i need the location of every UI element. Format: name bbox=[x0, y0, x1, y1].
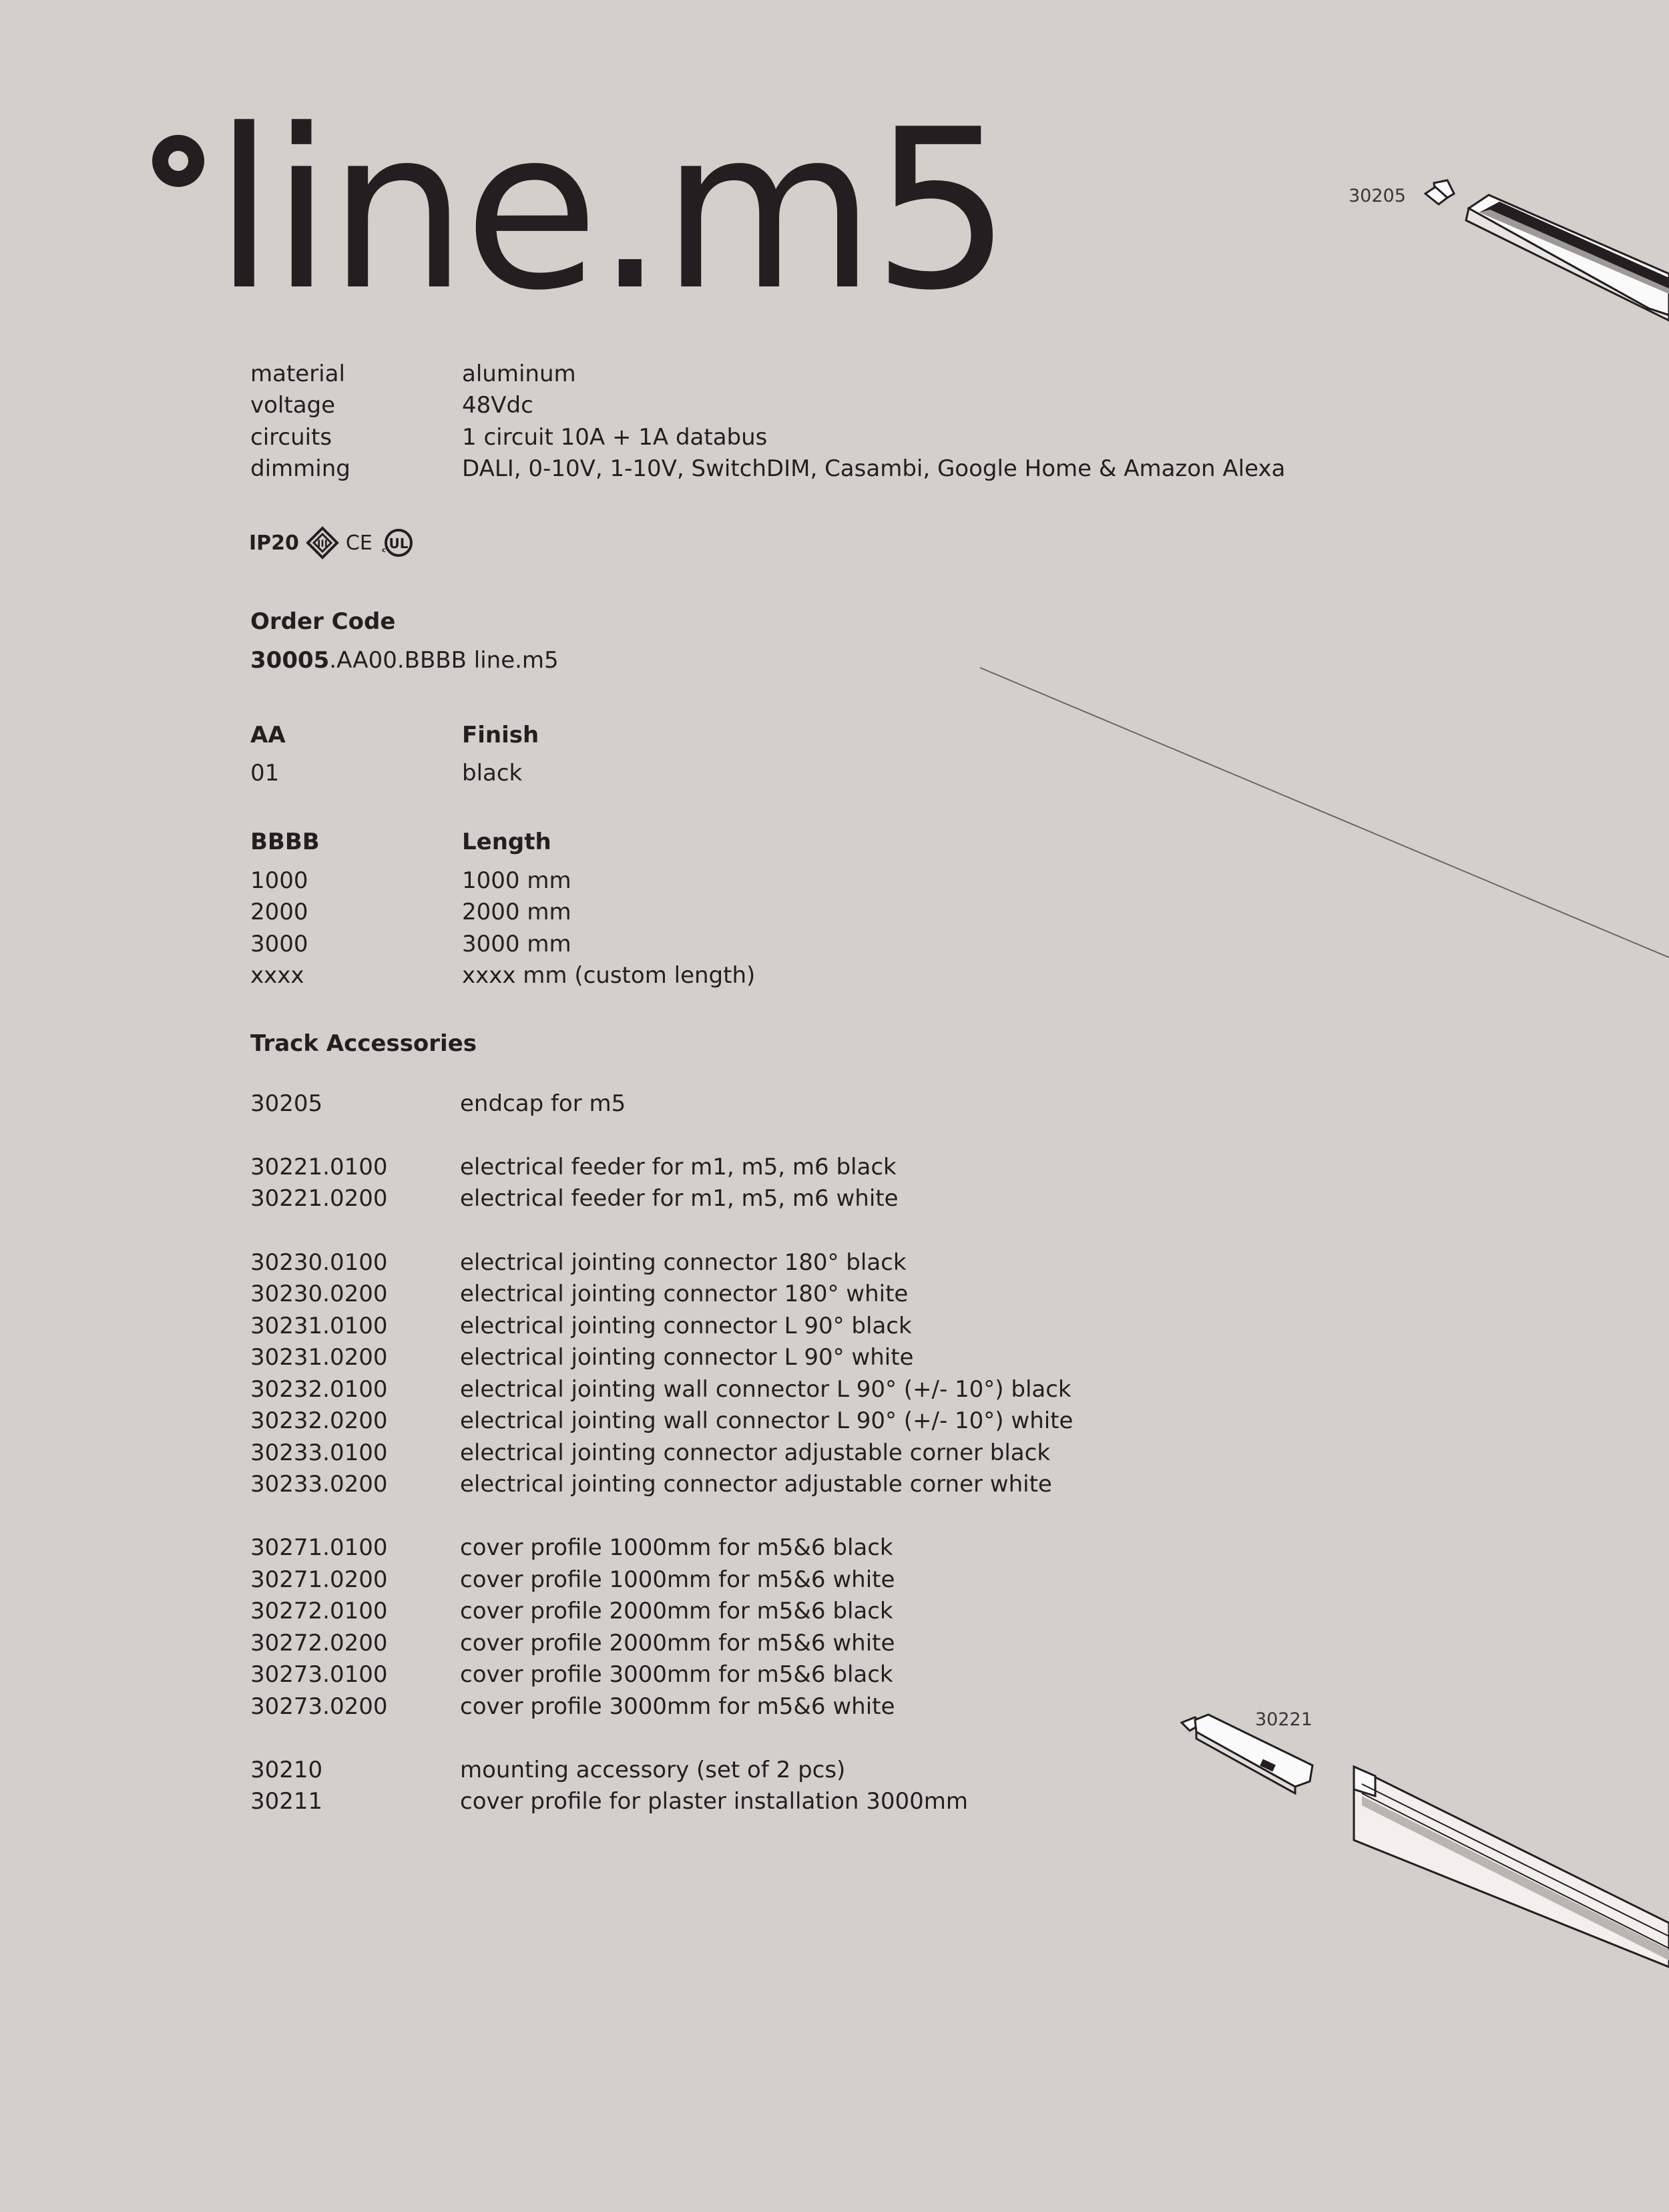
svg-text:III: III bbox=[317, 539, 328, 549]
track-top-icon bbox=[1425, 180, 1669, 320]
svg-text:UL: UL bbox=[389, 535, 409, 551]
accessories-table: 30205 endcap for m5 30221.0100 electrical feeder for m1, m5, m6 black 30221.0200 electrical feeder for m1, m5, m6 white 30230.0100 electrical jointing connector 180° black 30230.0200 electrical jointing connector 180° white 30231.0100 electrical jointing connector L 90° black 30231.0200 electrical jointing connector L 90° white 30232.0100 electrical jointing wall connector L 90° (+/- 10°) black 30232.0200 electrical jointing wall connector L 90° (+/- 10°) white 30233.0100 electrical jointing connector adjustable corner black 30233.0200 electrical jointing connector adjustable corner white 30271.0100 cover profile 1000mm for m5&6 black 30271.0200 cover profile 1000mm for m5&6 white 30272.0100 cover profile 2000mm for m5&6 black 30272.0200 cover profile 2000mm for m5&6 white 30273.0100 cover profile 3000mm for m5&6 black 30273.0200 cover profile 3000mm for m5&6 white 30210 mounting accessory (set of 2 pcs) 30211 cover profile for plaster installation 3000mm bbox=[250, 1090, 1074, 1815]
page-title: line.m5 bbox=[152, 100, 1008, 320]
guide-line bbox=[980, 668, 1669, 957]
track-bottom-icon bbox=[1354, 1767, 1669, 1967]
endcap-label: 30205 bbox=[1349, 186, 1406, 206]
order-code: 30005.AA00.BBBB line.m5 bbox=[250, 647, 559, 674]
accessories-heading: Track Accessories bbox=[250, 1030, 477, 1057]
feeder-icon bbox=[1182, 1715, 1313, 1793]
ce-mark: CE bbox=[345, 531, 373, 555]
length-table: BBBB Length 1000 1000 mm 2000 2000 mm 3000 3000 mm xxxx xxxx mm (custom length) bbox=[250, 829, 756, 989]
specs-table: material aluminum voltage 48Vdc circuits 1 circuit 10A + 1A databus dimming DALI, 0-10V, 1-10V, SwitchDIM, Casambi, Google Home & Amazon Alexa bbox=[250, 361, 1286, 482]
finish-table: AA Finish 01 black bbox=[250, 722, 539, 787]
ip-rating: IP20 bbox=[249, 531, 299, 555]
feeder-label: 30221 bbox=[1255, 1709, 1313, 1730]
svg-text:c: c bbox=[381, 547, 386, 554]
order-code-heading: Order Code bbox=[250, 608, 396, 635]
